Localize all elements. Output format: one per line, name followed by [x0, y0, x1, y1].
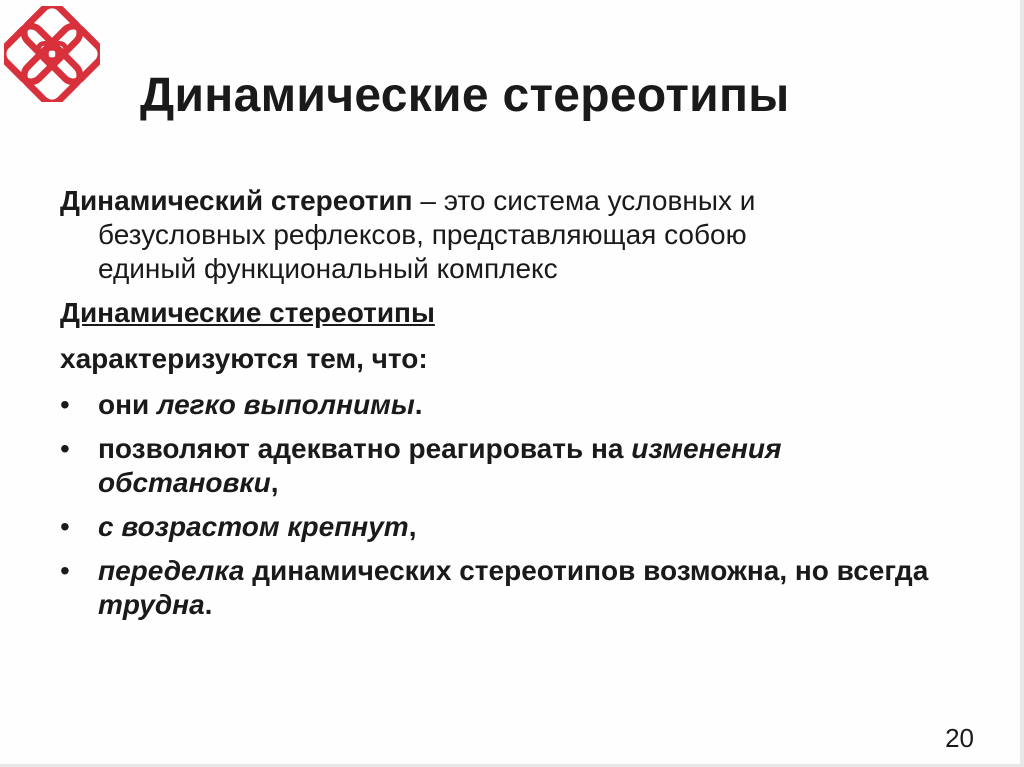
- heart-cross-logo-icon: [4, 6, 100, 102]
- bullet-icon: •: [60, 511, 70, 542]
- definition-paragraph: [60, 184, 960, 286]
- list-item-punct: .: [414, 389, 423, 420]
- list-item: [60, 432, 960, 500]
- list-item-emphasis: с возрастом крепнут: [98, 511, 409, 542]
- bullet-icon: •: [60, 433, 70, 464]
- slide-body: [60, 184, 960, 632]
- definition-text-line2: безусловных рефлексов, представляющая собою: [98, 219, 747, 250]
- list-item: [60, 510, 960, 544]
- slide-title: Динамические стереотипы: [140, 69, 790, 122]
- intro-text: характеризуются тем, что:: [60, 343, 428, 374]
- list-item-punct: ,: [270, 467, 279, 498]
- characteristics-list: [60, 388, 960, 622]
- list-item-emphasis: трудна: [98, 589, 205, 620]
- definition-term: Динамический стереотип: [60, 185, 413, 216]
- list-item-text: динамических стереотипов возможна, но всегда: [244, 555, 929, 586]
- list-item-emphasis: переделка: [98, 555, 245, 586]
- list-item-punct: .: [204, 589, 213, 620]
- list-item-text: позволяют адекватно реагировать на: [98, 433, 632, 464]
- subheading: Динамические стереотипы: [60, 297, 435, 328]
- bullet-icon: •: [60, 555, 70, 586]
- list-item: [60, 554, 960, 622]
- page-number: 20: [945, 723, 974, 753]
- bullet-icon: •: [60, 389, 70, 420]
- list-item-emphasis: легко выполнимы: [157, 389, 415, 420]
- definition-text-line1: – это система условных и: [412, 185, 756, 216]
- list-item: [60, 388, 960, 422]
- list-item-punct: ,: [408, 511, 417, 542]
- definition-text-line3: единый функциональный комплекс: [98, 253, 558, 284]
- list-item-emphasis: изменения обстановки: [98, 433, 782, 498]
- list-item-text: они: [98, 389, 158, 420]
